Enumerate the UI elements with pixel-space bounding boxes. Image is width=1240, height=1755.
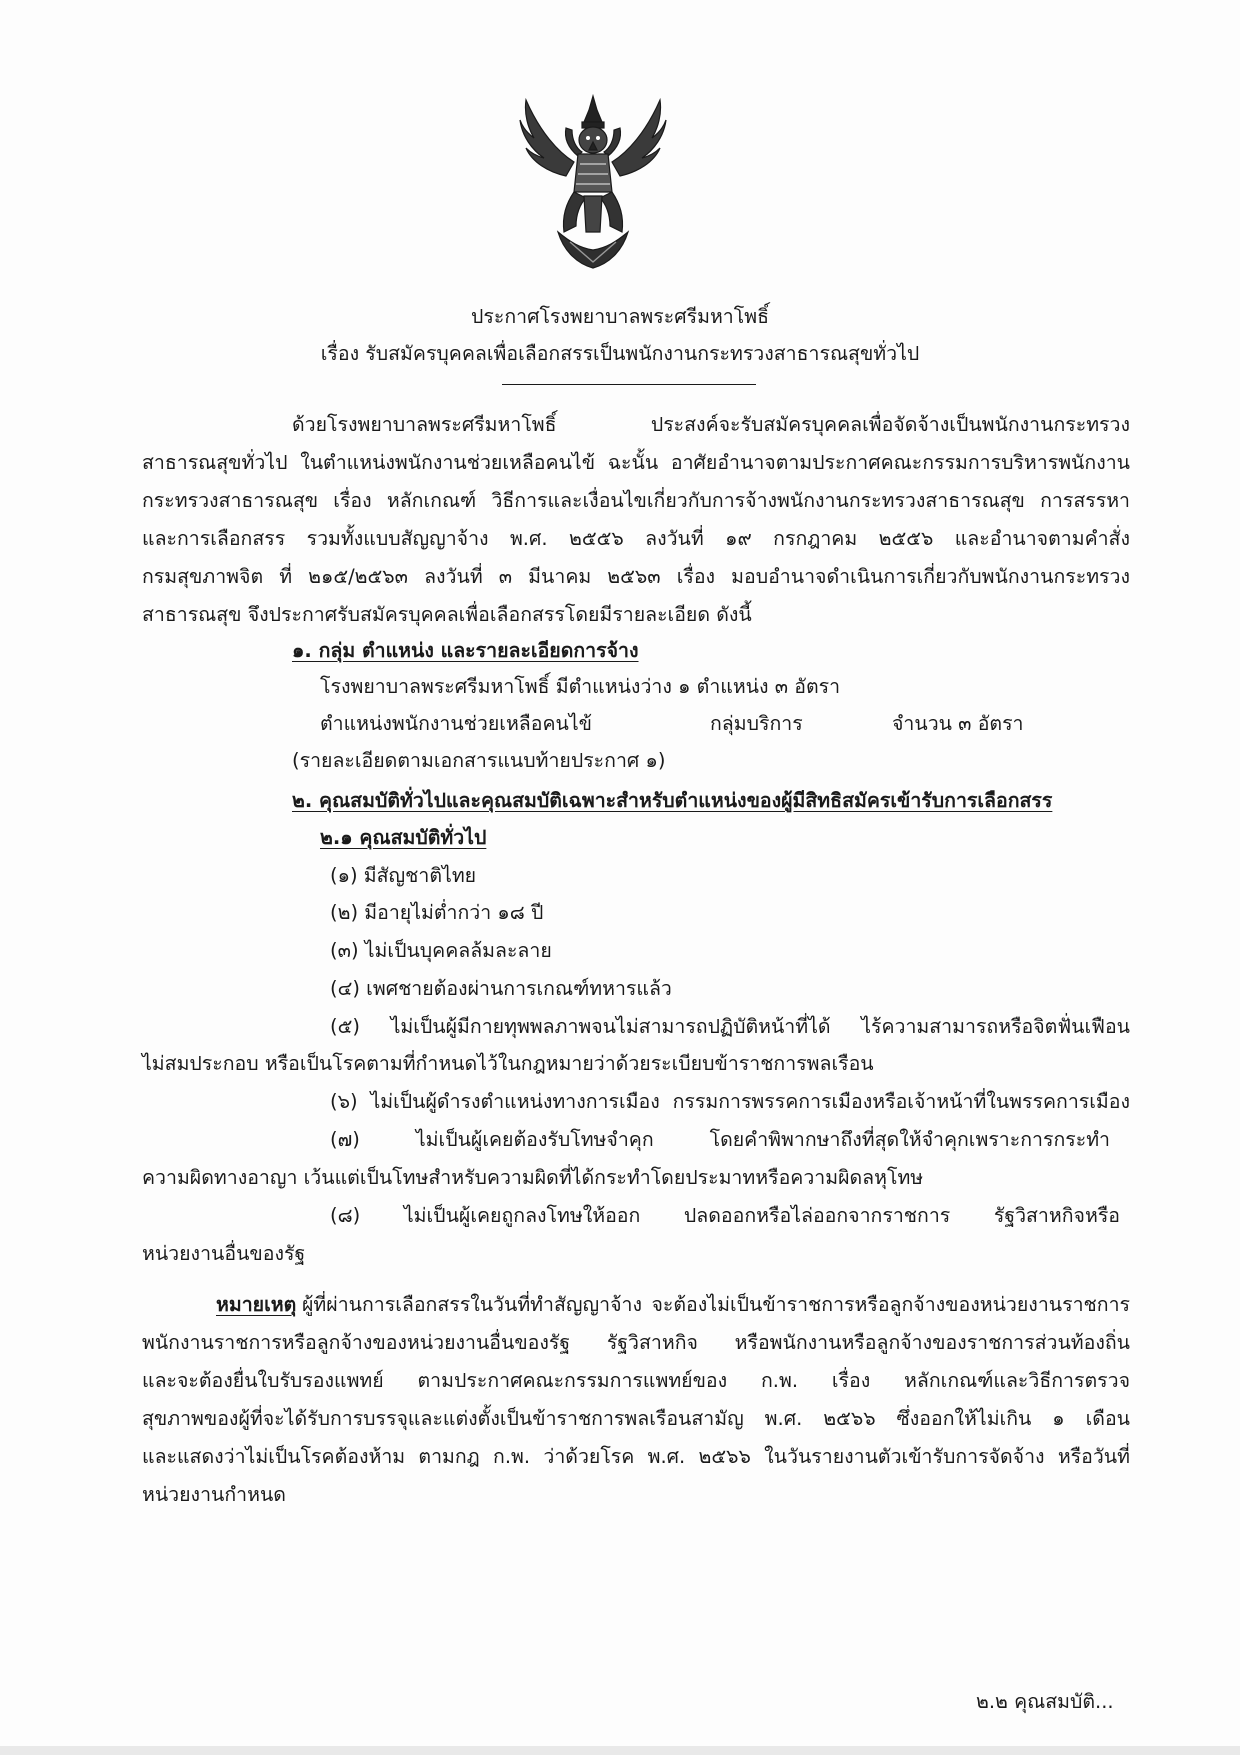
intro-line: ด้วยโรงพยาบาลพระศรีมหาโพธิ์ ประสงค์จะรับสมัครบุคคลเพื่อจัดจ้างเป็นพนักงานกระทรวง [292,413,1130,436]
qualification-item-cont: หน่วยงานอื่นของรัฐ [142,1242,306,1265]
qualification-item: (๕) ไม่เป็นผู้มีกายทุพพลภาพจนไม่สามารถปฏิบัติหน้าที่ได้ ไร้ความสามารถหรือจิตฟั่นเฟือน [330,1015,1130,1038]
section-2-heading: ๒. คุณสมบัติทั่วไปและคุณสมบัติเฉพาะสำหรับตำแหน่งของผู้มีสิทธิสมัครเข้ารับการเลือกสรร [292,789,1053,812]
qualification-item-cont: ไม่สมประกอบ หรือเป็นโรคตามที่กำหนดไว้ในกฎหมายว่าด้วยระเบียบข้าราชการพลเรือน [142,1052,874,1075]
note-line: ผู้ที่ผ่านการเลือกสรรในวันที่ทำสัญญาจ้าง จะต้องไม่เป็นข้าราชการหรือลูกจ้างของหน่วยงานราชการ [302,1293,1130,1316]
vacancy-summary: โรงพยาบาลพระศรีมหาโพธิ์ มีตำแหน่งว่าง ๑ ตำแหน่ง ๓ อัตรา [320,675,841,698]
intro-line: กรมสุขภาพจิต ที่ ๒๑๕/๒๕๖๓ ลงวันที่ ๓ มีนาคม ๒๕๖๓ เรื่อง มอบอำนาจดำเนินการเกี่ยวกับพนักงานกระทรวง [142,565,1130,588]
qualification-item: (๖) ไม่เป็นผู้ดำรงตำแหน่งทางการเมือง กรรมการพรรคการเมืองหรือเจ้าหน้าที่ในพรรคการเมือง [330,1090,1130,1113]
note-line: สุขภาพของผู้ที่จะได้รับการบรรจุและแต่งตั้งเป็นข้าราชการพลเรือนสามัญ พ.ศ. ๒๕๖๖ ซึ่งออกให้ไม่เกิน ๑ เดือน [142,1407,1130,1430]
note-label: หมายเหตุ [216,1293,297,1316]
position-group: กลุ่มบริการ [710,712,803,735]
intro-line: สาธารณสุข จึงประกาศรับสมัครบุคคลเพื่อเลือกสรรโดยมีรายละเอียด ดังนี้ [142,603,752,626]
note-line: และแสดงว่าไม่เป็นโรคต้องห้าม ตามกฎ ก.พ. ว่าด้วยโรค พ.ศ. ๒๕๖๖ ในวันรายงานตัวเข้ารับการจัดจ้าง หรือวันที่ [142,1445,1130,1468]
position-name: ตำแหน่งพนักงานช่วยเหลือคนไข้ [320,712,592,735]
continued-marker: ๒.๒ คุณสมบัติ... [976,1690,1114,1713]
garuda-emblem [518,92,668,272]
position-count: จำนวน ๓ อัตรา [892,712,1024,735]
intro-line: สาธารณสุขทั่วไป ในตำแหน่งพนักงานช่วยเหลือคนไข้ ฉะนั้น อาศัยอำนาจตามประกาศคณะกรรมการบริหารพนักงาน [142,451,1130,474]
qualification-item: (๘) ไม่เป็นผู้เคยถูกลงโทษให้ออก ปลดออกหรือไล่ออกจากราชการ รัฐวิสาหกิจหรือ [330,1204,1120,1227]
intro-line: กระทรวงสาธารณสุข เรื่อง หลักเกณฑ์ วิธีการและเงื่อนไขเกี่ยวกับการจ้างพนักงานกระทรวงสาธารณสุข การสรรหา [142,489,1130,512]
section-1-heading: ๑. กลุ่ม ตำแหน่ง และรายละเอียดการจ้าง [292,639,639,662]
attachment-reference: (รายละเอียดตามเอกสารแนบท้ายประกาศ ๑) [292,749,666,772]
scan-bottom-edge [0,1746,1240,1755]
announcement-subject: เรื่อง รับสมัครบุคคลเพื่อเลือกสรรเป็นพนักงานกระทรวงสาธารณสุขทั่วไป [320,342,920,365]
note-line: พนักงานราชการหรือลูกจ้างของหน่วยงานอื่นของรัฐ รัฐวิสาหกิจ หรือพนักงานหรือลูกจ้างของราชการส่วนท้องถิ่น [142,1331,1130,1354]
section-2-1-heading: ๒.๑ คุณสมบัติทั่วไป [320,826,487,849]
qualification-item: (๗) ไม่เป็นผู้เคยต้องรับโทษจำคุก โดยคำพิพากษาถึงที่สุดให้จำคุกเพราะการกระทำ [330,1128,1110,1151]
qualification-item: (๑) มีสัญชาติไทย [330,864,477,887]
qualification-item: (๒) มีอายุไม่ต่ำกว่า ๑๘ ปี [330,901,544,924]
note-line: หน่วยงานกำหนด [142,1483,286,1506]
note-line: และจะต้องยื่นใบรับรองแพทย์ ตามประกาศคณะกรรมการแพทย์ของ ก.พ. เรื่อง หลักเกณฑ์และวิธีการตรวจ [142,1369,1130,1392]
qualification-item: (๔) เพศชายต้องผ่านการเกณฑ์ทหารแล้ว [330,977,672,1000]
qualification-item-cont: ความผิดทางอาญา เว้นแต่เป็นโทษสำหรับความผิดที่ได้กระทำโดยประมาทหรือความผิดลหุโทษ [142,1166,924,1189]
qualification-item: (๓) ไม่เป็นบุคคลล้มละลาย [330,939,552,962]
announcement-title: ประกาศโรงพยาบาลพระศรีมหาโพธิ์ [471,305,769,328]
intro-line: และการเลือกสรร รวมทั้งแบบสัญญาจ้าง พ.ศ. ๒๕๕๖ ลงวันที่ ๑๙ กรกฎาคม ๒๕๕๖ และอำนาจตามคำสั่ง [142,527,1130,550]
header-divider [502,384,756,385]
